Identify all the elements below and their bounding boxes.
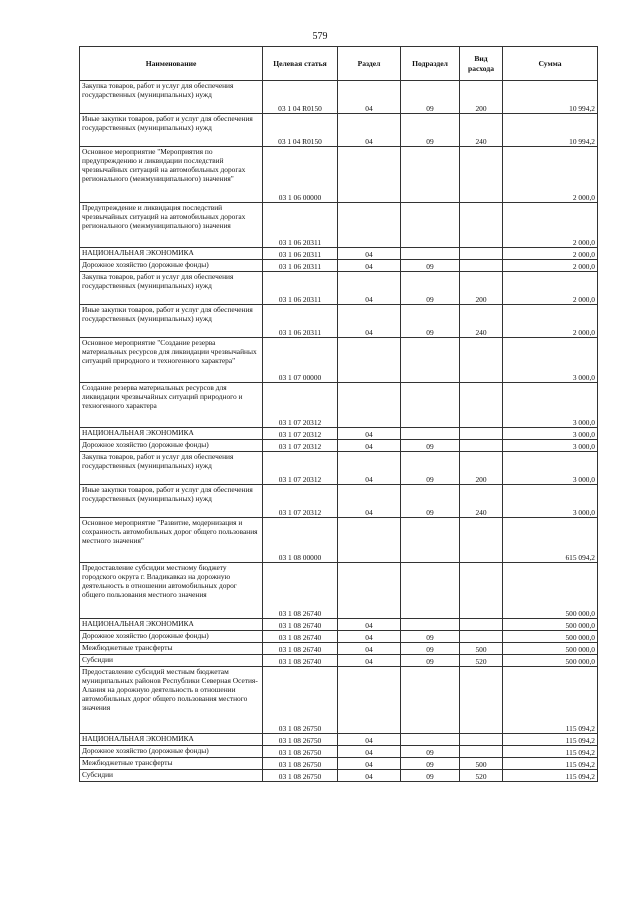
row-section-cell: 04: [338, 758, 401, 770]
table-body: [80, 81, 598, 782]
table-row: [80, 485, 598, 518]
row-subsection-cell: 09: [401, 81, 460, 114]
row-section-cell: 04: [338, 428, 401, 440]
row-amount-cell: 2 000,0: [503, 272, 598, 305]
row-amount-cell: 3 000,0: [503, 485, 598, 518]
row-exp-type-cell: 200: [460, 452, 503, 485]
row-section-cell: 04: [338, 746, 401, 758]
row-section-cell: [338, 563, 401, 619]
row-target-cell: 03 1 07 20312: [263, 383, 338, 428]
row-exp-type-cell: [460, 667, 503, 734]
row-exp-type-cell: [460, 383, 503, 428]
row-section-cell: 04: [338, 643, 401, 655]
row-target-cell: 03 1 04 R0150: [263, 81, 338, 114]
table-row: [80, 563, 598, 619]
row-section-cell: 04: [338, 248, 401, 260]
row-exp-type-cell: 240: [460, 305, 503, 338]
row-amount-cell: 2 000,0: [503, 203, 598, 248]
row-amount-cell: 10 994,2: [503, 81, 598, 114]
row-name-cell: Дорожное хозяйство (дорожные фонды): [80, 746, 263, 758]
row-target-cell: 03 1 06 20311: [263, 305, 338, 338]
table-header-row: [80, 47, 598, 81]
header-subsection: Подраздел: [401, 47, 460, 81]
row-subsection-cell: 09: [401, 452, 460, 485]
row-section-cell: 04: [338, 631, 401, 643]
row-name-cell: Основное мероприятие "Мероприятия по предупреждению и ликвидации последствий чрезвычайных ситуаций на автомобильных дорогах регионального (межмуниципального) значения": [80, 147, 263, 203]
row-target-cell: 03 1 08 26740: [263, 619, 338, 631]
row-target-cell: 03 1 06 20311: [263, 248, 338, 260]
row-subsection-cell: 09: [401, 655, 460, 667]
page-number: 579: [312, 31, 328, 42]
row-subsection-cell: [401, 383, 460, 428]
table-row: [80, 631, 598, 643]
row-subsection-cell: 09: [401, 440, 460, 452]
row-target-cell: 03 1 08 26740: [263, 655, 338, 667]
row-exp-type-cell: [460, 518, 503, 563]
budget-table: [79, 46, 598, 782]
row-amount-cell: 500 000,0: [503, 563, 598, 619]
table-row: [80, 272, 598, 305]
row-subsection-cell: [401, 338, 460, 383]
table-row: [80, 758, 598, 770]
row-exp-type-cell: [460, 260, 503, 272]
table-row: [80, 147, 598, 203]
row-amount-cell: 2 000,0: [503, 260, 598, 272]
row-section-cell: 04: [338, 305, 401, 338]
header-name: Наименование: [80, 47, 263, 81]
table-row: [80, 518, 598, 563]
row-name-cell: Предоставление субсидии местному бюджету городского округа г. Владикавказ на дорожную деятельность в отношении автомобильных дорог общего пользования местного значения: [80, 563, 263, 619]
row-subsection-cell: [401, 518, 460, 563]
row-exp-type-cell: [460, 248, 503, 260]
row-amount-cell: 115 094,2: [503, 746, 598, 758]
header-target: Целевая статья: [263, 47, 338, 81]
row-section-cell: 04: [338, 734, 401, 746]
table-row: [80, 619, 598, 631]
row-amount-cell: 2 000,0: [503, 248, 598, 260]
row-amount-cell: 500 000,0: [503, 655, 598, 667]
row-name-cell: Межбюджетные трансферты: [80, 758, 263, 770]
row-subsection-cell: 09: [401, 770, 460, 782]
table-row: [80, 248, 598, 260]
table-row: [80, 260, 598, 272]
row-name-cell: Предоставление субсидий местным бюджетам муниципальных районов Республики Северная Осетия-Алания на дорожную деятельность в отношении автомобильных дорог общего пользования местного значения: [80, 667, 263, 734]
row-name-cell: Межбюджетные трансферты: [80, 643, 263, 655]
table-row: [80, 440, 598, 452]
row-name-cell: НАЦИОНАЛЬНАЯ ЭКОНОМИКА: [80, 428, 263, 440]
row-subsection-cell: [401, 667, 460, 734]
row-exp-type-cell: 240: [460, 485, 503, 518]
row-exp-type-cell: 520: [460, 655, 503, 667]
row-exp-type-cell: [460, 203, 503, 248]
row-section-cell: [338, 383, 401, 428]
row-amount-cell: 3 000,0: [503, 383, 598, 428]
row-section-cell: 04: [338, 619, 401, 631]
row-target-cell: 03 1 06 20311: [263, 203, 338, 248]
table-row: [80, 770, 598, 782]
row-amount-cell: 2 000,0: [503, 147, 598, 203]
row-subsection-cell: 09: [401, 631, 460, 643]
table-row: [80, 428, 598, 440]
row-target-cell: 03 1 08 26740: [263, 643, 338, 655]
row-section-cell: 04: [338, 440, 401, 452]
table-row: [80, 746, 598, 758]
row-name-cell: Основное мероприятие "Создание резерва материальных ресурсов для ликвидации чрезвычайных ситуаций природного и техногенного характера": [80, 338, 263, 383]
row-target-cell: 03 1 07 20312: [263, 440, 338, 452]
row-name-cell: Дорожное хозяйство (дорожные фонды): [80, 440, 263, 452]
row-exp-type-cell: 500: [460, 643, 503, 655]
row-amount-cell: 500 000,0: [503, 643, 598, 655]
row-amount-cell: 3 000,0: [503, 338, 598, 383]
row-target-cell: 03 1 06 00000: [263, 147, 338, 203]
row-exp-type-cell: 500: [460, 758, 503, 770]
row-target-cell: 03 1 07 20312: [263, 485, 338, 518]
row-subsection-cell: [401, 619, 460, 631]
row-subsection-cell: 09: [401, 643, 460, 655]
row-name-cell: НАЦИОНАЛЬНАЯ ЭКОНОМИКА: [80, 619, 263, 631]
row-name-cell: Дорожное хозяйство (дорожные фонды): [80, 631, 263, 643]
row-target-cell: 03 1 06 20311: [263, 272, 338, 305]
row-subsection-cell: 09: [401, 758, 460, 770]
row-target-cell: 03 1 07 20312: [263, 428, 338, 440]
row-section-cell: 04: [338, 272, 401, 305]
row-section-cell: [338, 518, 401, 563]
row-amount-cell: 115 094,2: [503, 758, 598, 770]
row-exp-type-cell: 520: [460, 770, 503, 782]
row-name-cell: Иные закупки товаров, работ и услуг для обеспечения государственных (муниципальных) нужд: [80, 305, 263, 338]
row-section-cell: 04: [338, 770, 401, 782]
row-amount-cell: 115 094,2: [503, 667, 598, 734]
row-amount-cell: 115 094,2: [503, 770, 598, 782]
row-subsection-cell: [401, 428, 460, 440]
table-row: [80, 452, 598, 485]
row-subsection-cell: [401, 563, 460, 619]
table-row: [80, 114, 598, 147]
row-section-cell: [338, 667, 401, 734]
row-target-cell: 03 1 08 26750: [263, 758, 338, 770]
row-section-cell: 04: [338, 452, 401, 485]
row-exp-type-cell: [460, 338, 503, 383]
row-name-cell: Иные закупки товаров, работ и услуг для обеспечения государственных (муниципальных) нужд: [80, 485, 263, 518]
row-exp-type-cell: [460, 746, 503, 758]
row-subsection-cell: 09: [401, 260, 460, 272]
table-row: [80, 643, 598, 655]
row-exp-type-cell: [460, 428, 503, 440]
table-row: [80, 655, 598, 667]
row-subsection-cell: 09: [401, 746, 460, 758]
row-section-cell: [338, 338, 401, 383]
row-amount-cell: 3 000,0: [503, 428, 598, 440]
row-exp-type-cell: 240: [460, 114, 503, 147]
row-target-cell: 03 1 07 00000: [263, 338, 338, 383]
row-target-cell: 03 1 06 20311: [263, 260, 338, 272]
table-row: [80, 305, 598, 338]
row-name-cell: Иные закупки товаров, работ и услуг для обеспечения государственных (муниципальных) нужд: [80, 114, 263, 147]
row-amount-cell: 115 094,2: [503, 734, 598, 746]
row-target-cell: 03 1 08 26750: [263, 734, 338, 746]
row-exp-type-cell: [460, 147, 503, 203]
row-target-cell: 03 1 08 26740: [263, 631, 338, 643]
row-amount-cell: 615 094,2: [503, 518, 598, 563]
row-name-cell: НАЦИОНАЛЬНАЯ ЭКОНОМИКА: [80, 734, 263, 746]
table-row: [80, 667, 598, 734]
row-subsection-cell: 09: [401, 305, 460, 338]
row-target-cell: 03 1 08 26750: [263, 667, 338, 734]
row-amount-cell: 3 000,0: [503, 452, 598, 485]
table-row: [80, 81, 598, 114]
table-row: [80, 338, 598, 383]
row-name-cell: Создание резерва материальных ресурсов для ликвидации чрезвычайных ситуаций природного и техногенного характера: [80, 383, 263, 428]
row-subsection-cell: [401, 203, 460, 248]
row-amount-cell: 10 994,2: [503, 114, 598, 147]
row-target-cell: 03 1 04 R0150: [263, 114, 338, 147]
row-exp-type-cell: 200: [460, 272, 503, 305]
row-name-cell: Закупка товаров, работ и услуг для обеспечения государственных (муниципальных) нужд: [80, 452, 263, 485]
row-amount-cell: 500 000,0: [503, 619, 598, 631]
table-row: [80, 203, 598, 248]
row-target-cell: 03 1 08 26750: [263, 770, 338, 782]
row-section-cell: 04: [338, 260, 401, 272]
row-section-cell: 04: [338, 485, 401, 518]
row-amount-cell: 2 000,0: [503, 305, 598, 338]
row-name-cell: Закупка товаров, работ и услуг для обеспечения государственных (муниципальных) нужд: [80, 81, 263, 114]
row-exp-type-cell: [460, 440, 503, 452]
table-row: [80, 734, 598, 746]
table-row: [80, 383, 598, 428]
row-section-cell: [338, 203, 401, 248]
row-target-cell: 03 1 08 26740: [263, 563, 338, 619]
row-target-cell: 03 1 07 20312: [263, 452, 338, 485]
header-section: Раздел: [338, 47, 401, 81]
row-section-cell: [338, 147, 401, 203]
row-section-cell: 04: [338, 114, 401, 147]
header-amount: Сумма: [503, 47, 598, 81]
row-subsection-cell: 09: [401, 485, 460, 518]
header-exp-type: Вид расхода: [460, 47, 503, 81]
row-name-cell: Предупреждение и ликвидация последствий чрезвычайных ситуаций на автомобильных дорогах регионального (межмуниципального) значения: [80, 203, 263, 248]
row-name-cell: Закупка товаров, работ и услуг для обеспечения государственных (муниципальных) нужд: [80, 272, 263, 305]
row-target-cell: 03 1 08 00000: [263, 518, 338, 563]
row-exp-type-cell: [460, 563, 503, 619]
row-section-cell: 04: [338, 655, 401, 667]
row-subsection-cell: [401, 248, 460, 260]
row-amount-cell: 500 000,0: [503, 631, 598, 643]
row-exp-type-cell: [460, 734, 503, 746]
row-name-cell: Дорожное хозяйство (дорожные фонды): [80, 260, 263, 272]
row-subsection-cell: [401, 734, 460, 746]
row-exp-type-cell: [460, 631, 503, 643]
row-target-cell: 03 1 08 26750: [263, 746, 338, 758]
row-amount-cell: 3 000,0: [503, 440, 598, 452]
row-name-cell: Субсидии: [80, 655, 263, 667]
row-subsection-cell: [401, 147, 460, 203]
row-exp-type-cell: 200: [460, 81, 503, 114]
row-name-cell: НАЦИОНАЛЬНАЯ ЭКОНОМИКА: [80, 248, 263, 260]
row-subsection-cell: 09: [401, 114, 460, 147]
row-subsection-cell: 09: [401, 272, 460, 305]
row-name-cell: Основное мероприятие "Развитие, модернизация и сохранность автомобильных дорог общего пользования местного значения": [80, 518, 263, 563]
row-exp-type-cell: [460, 619, 503, 631]
row-section-cell: 04: [338, 81, 401, 114]
row-name-cell: Субсидии: [80, 770, 263, 782]
